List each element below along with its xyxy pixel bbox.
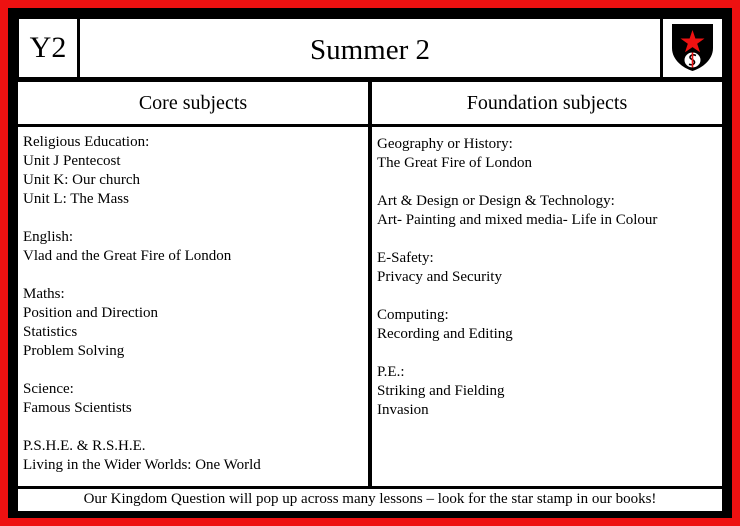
year-label: Y2 <box>19 19 77 77</box>
foundation-subjects-column <box>372 127 722 486</box>
subject-unit: Statistics <box>23 324 78 340</box>
core-subjects-list <box>18 127 368 475</box>
subject-name: English: <box>23 229 74 245</box>
subject-unit: Problem Solving <box>23 343 125 359</box>
subject-name: Art & Design or Design & Technology: <box>377 193 615 209</box>
subject-section <box>23 285 368 361</box>
subject-unit: Famous Scientists <box>23 400 132 416</box>
subject-name: Science: <box>23 381 74 397</box>
subject-unit: Unit J Pentecost <box>23 153 121 169</box>
subject-name: Computing: <box>377 307 449 323</box>
subject-name: P.E.: <box>377 364 405 380</box>
subject-unit: Vlad and the Great Fire of London <box>23 248 232 264</box>
subject-unit: The Great Fire of London <box>377 155 532 171</box>
subject-section <box>377 306 722 344</box>
school-crest-shield-icon <box>670 22 715 72</box>
subject-unit: Privacy and Security <box>377 269 502 285</box>
subject-section <box>377 363 722 420</box>
subject-name: E-Safety: <box>377 250 434 266</box>
subject-name: Maths: <box>23 286 65 302</box>
term-title: Summer 2 <box>80 19 660 77</box>
subject-name: Religious Education: <box>23 134 150 150</box>
subject-unit: Unit K: Our church <box>23 172 141 188</box>
kingdom-question-footer: Our Kingdom Question will pop up across many lessons – look for the star stamp in our books! <box>18 489 722 511</box>
core-subjects-heading: Core subjects <box>18 82 368 124</box>
subject-section <box>23 437 368 475</box>
subject-name: Geography or History: <box>377 136 513 152</box>
subject-section <box>23 380 368 418</box>
subject-section <box>377 135 722 173</box>
crest-panel <box>663 19 722 77</box>
page-frame <box>8 8 732 518</box>
subject-unit: Recording and Editing <box>377 326 513 342</box>
subject-unit: Living in the Wider Worlds: One World <box>23 457 261 473</box>
subject-section <box>377 249 722 287</box>
subject-unit: Position and Direction <box>23 305 158 321</box>
foundation-subjects-list <box>372 127 722 420</box>
subject-section <box>23 228 368 266</box>
foundation-subjects-heading: Foundation subjects <box>372 82 722 124</box>
subject-unit: Invasion <box>377 402 429 418</box>
subject-unit: Unit L: The Mass <box>23 191 129 207</box>
subject-section <box>377 192 722 230</box>
core-subjects-column <box>18 127 368 486</box>
subject-unit: Art- Painting and mixed media- Life in Colour <box>377 212 658 228</box>
subject-section <box>23 133 368 209</box>
subject-name: P.S.H.E. & R.S.H.E. <box>23 438 146 454</box>
subject-unit: Striking and Fielding <box>377 383 505 399</box>
